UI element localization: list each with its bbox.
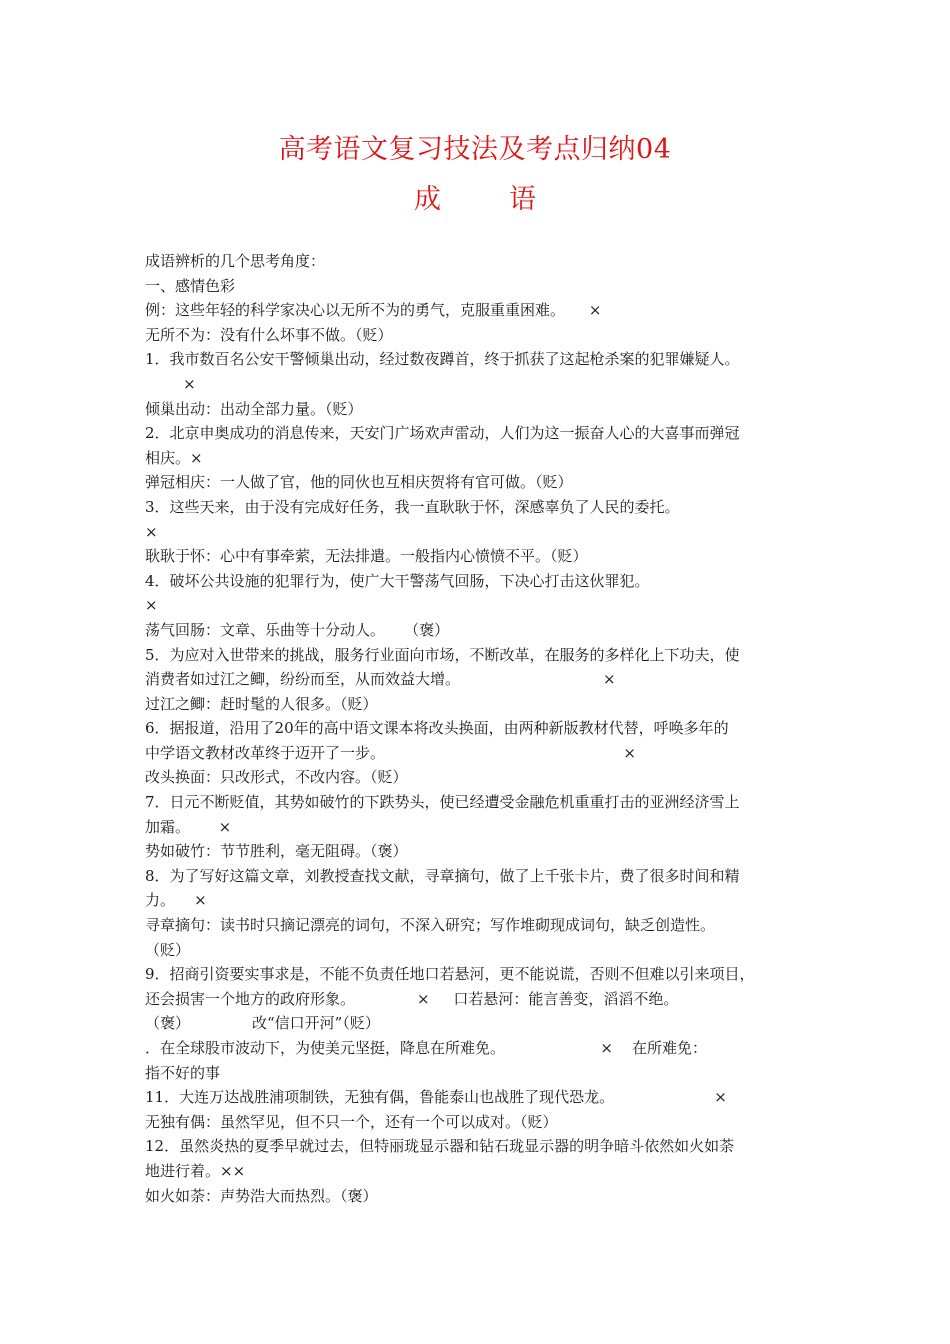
- text-line: 6．据报道，沿用了20年的高中语文课本将改头换面，由两种新版教材代替，呼唤多年的: [145, 719, 729, 738]
- text-line: ．在全球股市波动下，为使美元坚挺，降息在所难免。 × 在所难免：: [145, 1039, 708, 1057]
- text-line: 12．虽然炎热的夏季早就过去，但特丽珑显示器和钻石珑显示器的明争暗斗依然如火如荼: [145, 1137, 735, 1156]
- text-line: 7．日元不断贬值，其势如破竹的下跌势头，使已经遭受金融危机重重打击的亚洲经济雪上: [145, 793, 740, 812]
- text-line: 改头换面：只改形式，不改内容。（贬）: [145, 768, 408, 787]
- text-line: 4．破坏公共设施的犯罪行为，使广大干警荡气回肠，下决心打击这伙罪犯。: [145, 571, 650, 590]
- subtitle-char-2: 语: [509, 184, 536, 215]
- text-line: 寻章摘句：读书时只摘记漂亮的词句，不深入研究；写作堆砌现成词句，缺乏创造性。: [145, 916, 716, 935]
- text-line: 无独有偶：虽然罕见，但不只一个，还有一个可以成对。（贬）: [145, 1112, 558, 1131]
- document-body: [145, 249, 810, 1208]
- text-line: （褒） 改“信口开河”（贬）: [145, 1014, 380, 1033]
- text-line: 2．北京申奥成功的消息传来，天安门广场欢声雷动，人们为这一振奋人心的大喜事而弹冠: [145, 424, 740, 443]
- page-title: 高考语文复习技法及考点归纳04: [278, 134, 672, 165]
- page-subtitle: [0, 182, 950, 218]
- text-line: 9．招商引资要实事求是，不能不负责任地口若悬河，更不能说谎，否则不但难以引来项目，: [145, 965, 755, 984]
- text-line: ×: [145, 374, 196, 393]
- text-line: 消费者如过江之鲫，纷纷而至，从而效益大增。 ×: [145, 670, 616, 689]
- text-line: ×: [145, 596, 158, 615]
- text-line: 5．为应对入世带来的挑战，服务行业面向市场，不断改革，在服务的多样化上下功夫，使: [145, 645, 740, 664]
- text-line: 势如破竹：节节胜利，毫无阻碍。（褒）: [145, 842, 408, 861]
- text-line: 荡气回肠：文章、乐曲等十分动人。 （褒）: [145, 620, 450, 639]
- text-line: 过江之鲫：赶时髦的人很多。（贬）: [145, 694, 378, 713]
- text-line: 中学语文教材改革终于迈开了一步。 ×: [145, 743, 636, 762]
- text-line: 例：这些年轻的科学家决心以无所不为的勇气，克服重重困难。 ×: [145, 301, 602, 320]
- text-line: ×: [145, 522, 158, 541]
- text-line: 力。 ×: [145, 891, 207, 910]
- text-line: 一、感情色彩: [145, 276, 236, 295]
- text-line: 如火如荼：声势浩大而热烈。（褒）: [145, 1186, 378, 1205]
- text-line: 耿耿于怀：心中有事牵萦，无法排遣。一般指内心愤愤不平。（贬）: [145, 547, 588, 566]
- text-line: 11．大连万达战胜浦项制铁，无独有偶，鲁能泰山也战胜了现代恐龙。 ×: [145, 1088, 727, 1107]
- text-line: 地进行着。××: [145, 1161, 246, 1180]
- subtitle-char-1: 成: [414, 184, 441, 215]
- text-line: （贬）: [145, 940, 191, 959]
- text-line: 3．这些天来，由于没有完成好任务，我一直耿耿于怀，深感辜负了人民的委托。: [145, 497, 680, 516]
- text-line: 无所不为：没有什么坏事不做。（贬）: [145, 325, 393, 344]
- text-line: 加霜。 ×: [145, 817, 232, 836]
- text-line: 还会损害一个地方的政府形象。 × 口若悬河：能言善变，滔滔不绝。: [145, 989, 679, 1008]
- text-line: 弹冠相庆：一人做了官，他的同伙也互相庆贺将有官可做。（贬）: [145, 473, 573, 492]
- text-line: 1．我市数百名公安干警倾巢出动，经过数夜蹲首，终于抓获了这起枪杀案的犯罪嫌疑人。: [145, 350, 740, 369]
- text-line: 相庆。×: [145, 448, 203, 467]
- text-line: 指不好的事: [145, 1063, 221, 1082]
- text-line: 成语辨析的几个思考角度：: [145, 252, 326, 270]
- text-line: 倾巢出动：出动全部力量。（贬）: [145, 399, 363, 418]
- text-line: 8．为了写好这篇文章，刘教授查找文献，寻章摘句，做了上千张卡片，费了很多时间和精: [145, 866, 740, 885]
